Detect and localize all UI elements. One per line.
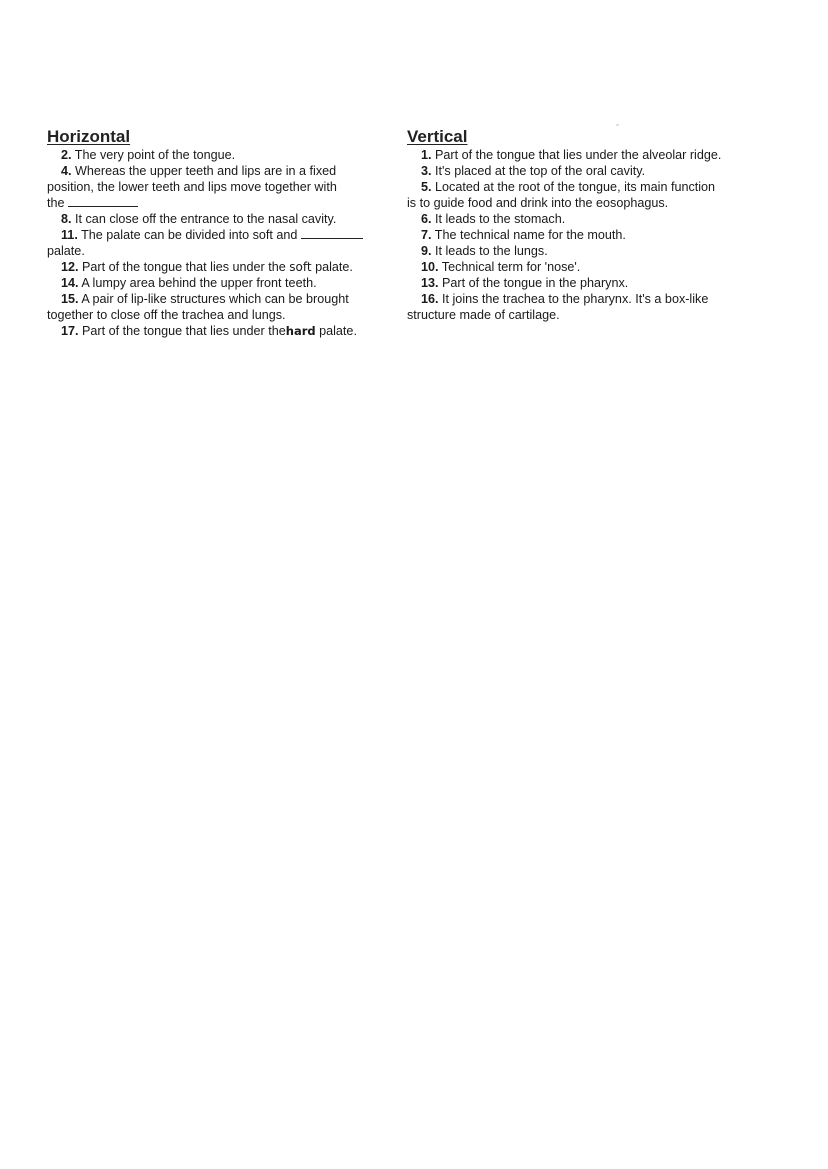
clue-number: 6. [421, 212, 432, 226]
clue-text: The technical name for the mouth. [434, 228, 626, 242]
clue-horizontal-4 [47, 163, 397, 211]
clue-number: 2. [61, 148, 72, 162]
clue-text: Whereas the upper teeth and lips are in a fixed [75, 164, 337, 178]
clue-text-continued-blank [47, 195, 397, 211]
clue-text: palate. [319, 324, 357, 338]
clue-horizontal-8 [47, 211, 397, 227]
clue-horizontal-15 [47, 291, 397, 323]
clue-number: 4. [61, 164, 72, 178]
clue-text: palate. [315, 260, 353, 274]
clue-text: Part of the tongue that lies under the alveolar ridge. [435, 148, 722, 162]
clue-vertical-1 [407, 147, 767, 163]
clue-text: It leads to the stomach. [435, 212, 566, 226]
clue-text-continued: together to close off the trachea and lungs. [47, 308, 286, 322]
clue-number: 13. [421, 276, 439, 290]
emphasized-word: hard [285, 324, 316, 338]
clue-number: 16. [421, 292, 439, 306]
scan-speck [616, 124, 619, 126]
clue-horizontal-12 [47, 259, 397, 275]
clue-number: 17. [61, 324, 79, 338]
clue-text: A pair of lip-like structures which can be brought [81, 292, 349, 306]
clue-number: 3. [421, 164, 432, 178]
horizontal-heading: Horizontal [47, 127, 131, 146]
clue-horizontal-17 [47, 323, 397, 339]
clue-number: 10. [421, 260, 439, 274]
clue-number: 9. [421, 244, 432, 258]
clue-number: 1. [421, 148, 432, 162]
clue-text: Part of the tongue that lies under the [82, 324, 286, 338]
clue-text-continued: is to guide food and drink into the eosophagus. [407, 196, 669, 210]
clue-horizontal-2 [47, 147, 397, 163]
clue-vertical-16 [407, 291, 767, 323]
clue-vertical-6 [407, 211, 767, 227]
vertical-heading: Vertical [407, 127, 468, 146]
clue-text: the [47, 196, 65, 210]
clue-text: Located at the root of the tongue, its main function [435, 180, 716, 194]
clue-text: Technical term for 'nose'. [441, 260, 581, 274]
clue-vertical-5 [407, 179, 767, 211]
clue-number: 5. [421, 180, 432, 194]
clue-text-continued: palate. [47, 244, 85, 258]
clue-text: It's placed at the top of the oral cavity. [435, 164, 646, 178]
clue-number: 8. [61, 212, 72, 226]
answer-blank [68, 195, 138, 207]
clue-number: 15. [61, 292, 79, 306]
clue-text: The palate can be divided into soft and [81, 228, 298, 242]
clue-number: 11. [61, 228, 78, 242]
clue-text: It can close off the entrance to the nasal cavity. [75, 212, 337, 226]
clue-vertical-13 [407, 275, 767, 291]
clue-vertical-9 [407, 243, 767, 259]
horizontal-clues-column [47, 127, 397, 339]
vertical-clues-column [407, 127, 767, 323]
clue-horizontal-14 [47, 275, 397, 291]
clue-vertical-7 [407, 227, 767, 243]
clue-text: Part of the tongue in the pharynx. [442, 276, 629, 290]
clue-number: 14. [61, 276, 79, 290]
clue-text: It joins the trachea to the pharynx. It's a box-like [442, 292, 709, 306]
clue-text: The very point of the tongue. [74, 148, 236, 162]
clue-vertical-10 [407, 259, 767, 275]
clue-number: 12. [61, 260, 79, 274]
clue-text: Part of the tongue that lies under the [82, 260, 286, 274]
clue-text-continued: position, the lower teeth and lips move together with [47, 180, 337, 194]
clue-vertical-3 [407, 163, 767, 179]
clue-text-continued: structure made of cartilage. [407, 308, 560, 322]
clue-text: A lumpy area behind the upper front teeth. [81, 276, 317, 290]
clue-horizontal-11 [47, 227, 397, 259]
clue-text: It leads to the lungs. [435, 244, 548, 258]
clue-number: 7. [421, 228, 432, 242]
answer-blank [301, 227, 363, 239]
emphasized-word: soft [289, 260, 312, 274]
